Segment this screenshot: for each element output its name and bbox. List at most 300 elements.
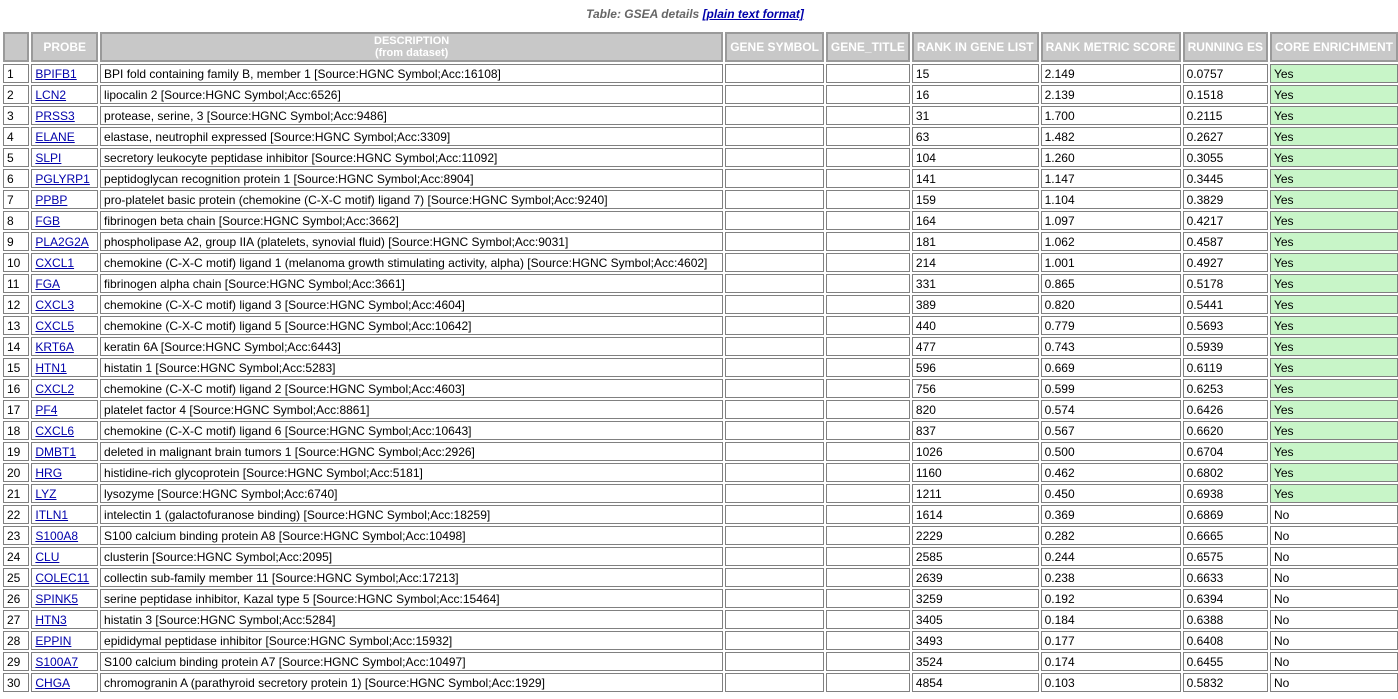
core-enrichment-cell: No [1270,526,1398,545]
probe-link[interactable]: SPINK5 [35,591,79,606]
rank-cell: 15 [912,64,1039,83]
header-probe: PROBE [31,32,98,62]
score-cell: 0.500 [1041,442,1181,461]
score-cell: 0.282 [1041,526,1181,545]
table-row [3,358,1398,377]
rank-cell: 820 [912,400,1039,419]
probe-link[interactable]: BPIFB1 [35,66,77,81]
row-index: 11 [3,274,29,293]
plain-text-format-link[interactable]: [plain text format] [702,7,804,21]
description-cell: BPI fold containing family B, member 1 [Source:HGNC Symbol;Acc:16108] [100,64,723,83]
score-cell: 1.147 [1041,169,1181,188]
gene-title-cell [826,295,910,314]
gene-title-cell [826,421,910,440]
description-cell: chemokine (C-X-C motif) ligand 3 [Source:HGNC Symbol;Acc:4604] [100,295,723,314]
rank-cell: 1614 [912,505,1039,524]
gsea-details-table [1,30,1398,694]
gene-symbol-cell [725,253,824,272]
rank-cell: 141 [912,169,1039,188]
core-enrichment-cell: Yes [1270,421,1398,440]
core-enrichment-cell: Yes [1270,190,1398,209]
running-es-cell: 0.4587 [1183,232,1268,251]
table-row [3,463,1398,482]
probe-link[interactable]: S100A7 [35,654,79,669]
gene-symbol-cell [725,106,824,125]
table-row [3,673,1398,692]
gene-symbol-cell [725,610,824,629]
gene-title-cell [826,526,910,545]
probe-cell [31,652,98,671]
description-cell: epididymal peptidase inhibitor [Source:HGNC Symbol;Acc:15932] [100,631,723,650]
rank-cell: 331 [912,274,1039,293]
score-cell: 0.669 [1041,358,1181,377]
description-cell: chemokine (C-X-C motif) ligand 6 [Source:HGNC Symbol;Acc:10643] [100,421,723,440]
gene-symbol-cell [725,316,824,335]
gene-title-cell [826,463,910,482]
running-es-cell: 0.3445 [1183,169,1268,188]
running-es-cell: 0.1518 [1183,85,1268,104]
gene-title-cell [826,631,910,650]
core-enrichment-cell: Yes [1270,148,1398,167]
gene-title-cell [826,232,910,251]
description-cell: chemokine (C-X-C motif) ligand 2 [Source:HGNC Symbol;Acc:4603] [100,379,723,398]
running-es-cell: 0.6938 [1183,484,1268,503]
description-cell: intelectin 1 (galactofuranose binding) [Source:HGNC Symbol;Acc:18259] [100,505,723,524]
gene-title-cell [826,337,910,356]
header-row [3,32,1398,62]
row-index: 24 [3,547,29,566]
core-enrichment-cell: Yes [1270,106,1398,125]
gene-title-cell [826,274,910,293]
table-row [3,631,1398,650]
score-cell: 1.097 [1041,211,1181,230]
gene-symbol-cell [725,442,824,461]
score-cell: 0.743 [1041,337,1181,356]
header-rank-metric-score: RANK METRIC SCORE [1041,32,1181,62]
probe-link[interactable]: CXCL1 [35,255,75,270]
row-index: 18 [3,421,29,440]
gene-title-cell [826,673,910,692]
gene-title-cell [826,64,910,83]
row-index: 8 [3,211,29,230]
core-enrichment-cell: Yes [1270,127,1398,146]
probe-link[interactable]: PF4 [35,402,58,417]
row-index: 4 [3,127,29,146]
running-es-cell: 0.6575 [1183,547,1268,566]
probe-link[interactable]: KRT6A [35,339,74,354]
probe-cell [31,526,98,545]
table-row [3,421,1398,440]
rank-cell: 2639 [912,568,1039,587]
running-es-cell: 0.2627 [1183,127,1268,146]
description-cell: elastase, neutrophil expressed [Source:HGNC Symbol;Acc:3309] [100,127,723,146]
row-index: 28 [3,631,29,650]
description-cell: S100 calcium binding protein A7 [Source:HGNC Symbol;Acc:10497] [100,652,723,671]
probe-link[interactable]: S100A8 [35,528,79,543]
score-cell: 0.820 [1041,295,1181,314]
row-index: 22 [3,505,29,524]
running-es-cell: 0.4927 [1183,253,1268,272]
table-row [3,64,1398,83]
gene-symbol-cell [725,127,824,146]
header-running-es: RUNNING ES [1183,32,1268,62]
core-enrichment-cell: Yes [1270,463,1398,482]
probe-cell [31,505,98,524]
score-cell: 0.184 [1041,610,1181,629]
description-cell: protease, serine, 3 [Source:HGNC Symbol;Acc:9486] [100,106,723,125]
probe-link[interactable]: LYZ [35,486,57,501]
rank-cell: 181 [912,232,1039,251]
table-row [3,505,1398,524]
core-enrichment-cell: No [1270,505,1398,524]
description-cell: lysozyme [Source:HGNC Symbol;Acc:6740] [100,484,723,503]
running-es-cell: 0.0757 [1183,64,1268,83]
table-row [3,295,1398,314]
running-es-cell: 0.5441 [1183,295,1268,314]
gene-symbol-cell [725,547,824,566]
row-index: 13 [3,316,29,335]
table-row [3,190,1398,209]
row-index: 3 [3,106,29,125]
core-enrichment-cell: No [1270,568,1398,587]
gene-title-cell [826,85,910,104]
running-es-cell: 0.6869 [1183,505,1268,524]
probe-cell [31,190,98,209]
description-cell: clusterin [Source:HGNC Symbol;Acc:2095] [100,547,723,566]
rank-cell: 1026 [912,442,1039,461]
score-cell: 1.700 [1041,106,1181,125]
description-cell: histidine-rich glycoprotein [Source:HGNC Symbol;Acc:5181] [100,463,723,482]
rank-cell: 596 [912,358,1039,377]
probe-cell [31,547,98,566]
probe-link[interactable]: EPPIN [35,633,72,648]
core-enrichment-cell: No [1270,547,1398,566]
rank-cell: 389 [912,295,1039,314]
gene-symbol-cell [725,190,824,209]
description-cell: phospholipase A2, group IIA (platelets, synovial fluid) [Source:HGNC Symbol;Acc:9031] [100,232,723,251]
gene-symbol-cell [725,673,824,692]
score-cell: 0.599 [1041,379,1181,398]
core-enrichment-cell: Yes [1270,316,1398,335]
core-enrichment-cell: No [1270,652,1398,671]
gene-symbol-cell [725,379,824,398]
probe-link[interactable]: FGB [35,213,61,228]
gene-title-cell [826,610,910,629]
gene-symbol-cell [725,463,824,482]
row-index: 9 [3,232,29,251]
table-row [3,106,1398,125]
row-index: 6 [3,169,29,188]
header-description-title: DESCRIPTION [374,35,450,47]
score-cell: 0.567 [1041,421,1181,440]
probe-cell [31,631,98,650]
rank-cell: 3524 [912,652,1039,671]
score-cell: 0.238 [1041,568,1181,587]
score-cell: 1.260 [1041,148,1181,167]
probe-link[interactable]: LCN2 [35,87,67,102]
description-cell: secretory leukocyte peptidase inhibitor [Source:HGNC Symbol;Acc:11092] [100,148,723,167]
gene-title-cell [826,568,910,587]
probe-link[interactable]: HRG [35,465,63,480]
running-es-cell: 0.5832 [1183,673,1268,692]
row-index: 2 [3,85,29,104]
row-index: 5 [3,148,29,167]
core-enrichment-cell: Yes [1270,379,1398,398]
probe-cell [31,358,98,377]
score-cell: 2.139 [1041,85,1181,104]
row-index: 26 [3,589,29,608]
core-enrichment-cell: Yes [1270,484,1398,503]
core-enrichment-cell: No [1270,631,1398,650]
gene-symbol-cell [725,295,824,314]
gene-symbol-cell [725,358,824,377]
running-es-cell: 0.5693 [1183,316,1268,335]
probe-cell [31,169,98,188]
core-enrichment-cell: Yes [1270,295,1398,314]
gene-title-cell [826,442,910,461]
probe-cell [31,400,98,419]
score-cell: 0.192 [1041,589,1181,608]
table-row [3,274,1398,293]
score-cell: 1.062 [1041,232,1181,251]
row-index: 30 [3,673,29,692]
row-index: 25 [3,568,29,587]
probe-link[interactable]: PPBP [35,192,68,207]
description-cell: chemokine (C-X-C motif) ligand 5 [Source:HGNC Symbol;Acc:10642] [100,316,723,335]
probe-cell [31,379,98,398]
core-enrichment-cell: No [1270,610,1398,629]
score-cell: 0.244 [1041,547,1181,566]
probe-link[interactable]: CXCL2 [35,381,75,396]
row-index: 12 [3,295,29,314]
description-cell: histatin 1 [Source:HGNC Symbol;Acc:5283] [100,358,723,377]
table-row [3,568,1398,587]
running-es-cell: 0.6704 [1183,442,1268,461]
probe-link[interactable]: FGA [35,276,61,291]
rank-cell: 4854 [912,673,1039,692]
gene-symbol-cell [725,484,824,503]
table-row [3,484,1398,503]
running-es-cell: 0.6802 [1183,463,1268,482]
probe-cell [31,148,98,167]
core-enrichment-cell: Yes [1270,442,1398,461]
description-cell: pro-platelet basic protein (chemokine (C-X-C motif) ligand 7) [Source:HGNC Symbol;Acc:9240] [100,190,723,209]
rank-cell: 214 [912,253,1039,272]
running-es-cell: 0.6665 [1183,526,1268,545]
description-cell: fibrinogen alpha chain [Source:HGNC Symbol;Acc:3661] [100,274,723,293]
gene-symbol-cell [725,505,824,524]
probe-link[interactable]: PRSS3 [35,108,75,123]
row-index: 15 [3,358,29,377]
gene-symbol-cell [725,400,824,419]
gene-symbol-cell [725,64,824,83]
gene-title-cell [826,358,910,377]
rank-cell: 164 [912,211,1039,230]
description-cell: lipocalin 2 [Source:HGNC Symbol;Acc:6526] [100,85,723,104]
gene-title-cell [826,379,910,398]
table-row [3,589,1398,608]
score-cell: 0.462 [1041,463,1181,482]
probe-link[interactable]: DMBT1 [35,444,77,459]
table-row [3,148,1398,167]
table-row [3,610,1398,629]
score-cell: 0.865 [1041,274,1181,293]
table-row [3,337,1398,356]
score-cell: 0.574 [1041,400,1181,419]
running-es-cell: 0.3829 [1183,190,1268,209]
gene-symbol-cell [725,652,824,671]
row-index: 19 [3,442,29,461]
core-enrichment-cell: Yes [1270,358,1398,377]
gene-title-cell [826,589,910,608]
rank-cell: 104 [912,148,1039,167]
header-gene-title: GENE_TITLE [826,32,910,62]
gene-title-cell [826,169,910,188]
score-cell: 0.103 [1041,673,1181,692]
table-body [3,64,1398,692]
score-cell: 0.174 [1041,652,1181,671]
probe-cell [31,64,98,83]
gene-symbol-cell [725,85,824,104]
running-es-cell: 0.6455 [1183,652,1268,671]
table-row [3,169,1398,188]
probe-link[interactable]: ELANE [35,129,75,144]
gene-title-cell [826,505,910,524]
probe-link[interactable]: SLPI [35,150,62,165]
probe-link[interactable]: ITLN1 [35,507,69,522]
score-cell: 0.450 [1041,484,1181,503]
caption-label: Table: GSEA details [586,7,700,21]
probe-cell [31,484,98,503]
running-es-cell: 0.4217 [1183,211,1268,230]
row-index: 20 [3,463,29,482]
probe-link[interactable]: CXCL3 [35,297,75,312]
header-core-enrichment: CORE ENRICHMENT [1270,32,1398,62]
table-row [3,379,1398,398]
table-row [3,232,1398,251]
gene-title-cell [826,547,910,566]
table-row [3,547,1398,566]
gene-title-cell [826,652,910,671]
table-row [3,526,1398,545]
probe-link[interactable]: CHGA [35,675,71,690]
core-enrichment-cell: Yes [1270,169,1398,188]
gene-title-cell [826,148,910,167]
running-es-cell: 0.6408 [1183,631,1268,650]
probe-cell [31,232,98,251]
rank-cell: 16 [912,85,1039,104]
gene-title-cell [826,316,910,335]
table-row [3,127,1398,146]
running-es-cell: 0.6119 [1183,358,1268,377]
score-cell: 2.149 [1041,64,1181,83]
description-cell: chemokine (C-X-C motif) ligand 1 (melanoma growth stimulating activity, alpha) [Source:HGNC Symbol;Acc:4602] [100,253,723,272]
running-es-cell: 0.6253 [1183,379,1268,398]
probe-link[interactable]: CXCL5 [35,318,75,333]
running-es-cell: 0.6426 [1183,400,1268,419]
running-es-cell: 0.2115 [1183,106,1268,125]
score-cell: 1.104 [1041,190,1181,209]
core-enrichment-cell: No [1270,589,1398,608]
probe-link[interactable]: HTN1 [35,360,67,375]
core-enrichment-cell: Yes [1270,274,1398,293]
probe-cell [31,568,98,587]
header-rank-in-gene-list: RANK IN GENE LIST [912,32,1039,62]
gene-symbol-cell [725,568,824,587]
probe-link[interactable]: PLA2G2A [35,234,89,249]
row-index: 23 [3,526,29,545]
score-cell: 0.369 [1041,505,1181,524]
rank-cell: 159 [912,190,1039,209]
description-cell: collectin sub-family member 11 [Source:HGNC Symbol;Acc:17213] [100,568,723,587]
rank-cell: 2229 [912,526,1039,545]
core-enrichment-cell: Yes [1270,253,1398,272]
gene-symbol-cell [725,211,824,230]
score-cell: 0.779 [1041,316,1181,335]
gene-symbol-cell [725,421,824,440]
gene-title-cell [826,106,910,125]
probe-cell [31,316,98,335]
rank-cell: 3259 [912,589,1039,608]
rank-cell: 477 [912,337,1039,356]
table-row [3,652,1398,671]
header-gene-symbol: GENE SYMBOL [725,32,824,62]
probe-link[interactable]: PGLYRP1 [35,171,90,186]
probe-link[interactable]: CLU [35,549,60,564]
probe-cell [31,253,98,272]
table-row [3,400,1398,419]
score-cell: 0.177 [1041,631,1181,650]
core-enrichment-cell: Yes [1270,337,1398,356]
table-row [3,211,1398,230]
gene-title-cell [826,211,910,230]
gene-title-cell [826,253,910,272]
table-row [3,316,1398,335]
running-es-cell: 0.6633 [1183,568,1268,587]
probe-cell [31,589,98,608]
gene-symbol-cell [725,526,824,545]
row-index: 10 [3,253,29,272]
header-description [100,32,723,62]
core-enrichment-cell: Yes [1270,232,1398,251]
probe-cell [31,337,98,356]
rank-cell: 3405 [912,610,1039,629]
gene-symbol-cell [725,337,824,356]
running-es-cell: 0.6394 [1183,589,1268,608]
probe-link[interactable]: HTN3 [35,612,67,627]
row-index: 1 [3,64,29,83]
score-cell: 1.482 [1041,127,1181,146]
core-enrichment-cell: Yes [1270,85,1398,104]
row-index: 21 [3,484,29,503]
probe-cell [31,274,98,293]
description-cell: keratin 6A [Source:HGNC Symbol;Acc:6443] [100,337,723,356]
probe-link[interactable]: CXCL6 [35,423,75,438]
probe-cell [31,106,98,125]
gene-symbol-cell [725,232,824,251]
rank-cell: 31 [912,106,1039,125]
probe-cell [31,673,98,692]
probe-link[interactable]: COLEC11 [35,570,90,585]
row-index: 16 [3,379,29,398]
rank-cell: 63 [912,127,1039,146]
row-index: 7 [3,190,29,209]
gene-symbol-cell [725,631,824,650]
core-enrichment-cell: Yes [1270,400,1398,419]
core-enrichment-cell: No [1270,673,1398,692]
table-row [3,85,1398,104]
running-es-cell: 0.5939 [1183,337,1268,356]
